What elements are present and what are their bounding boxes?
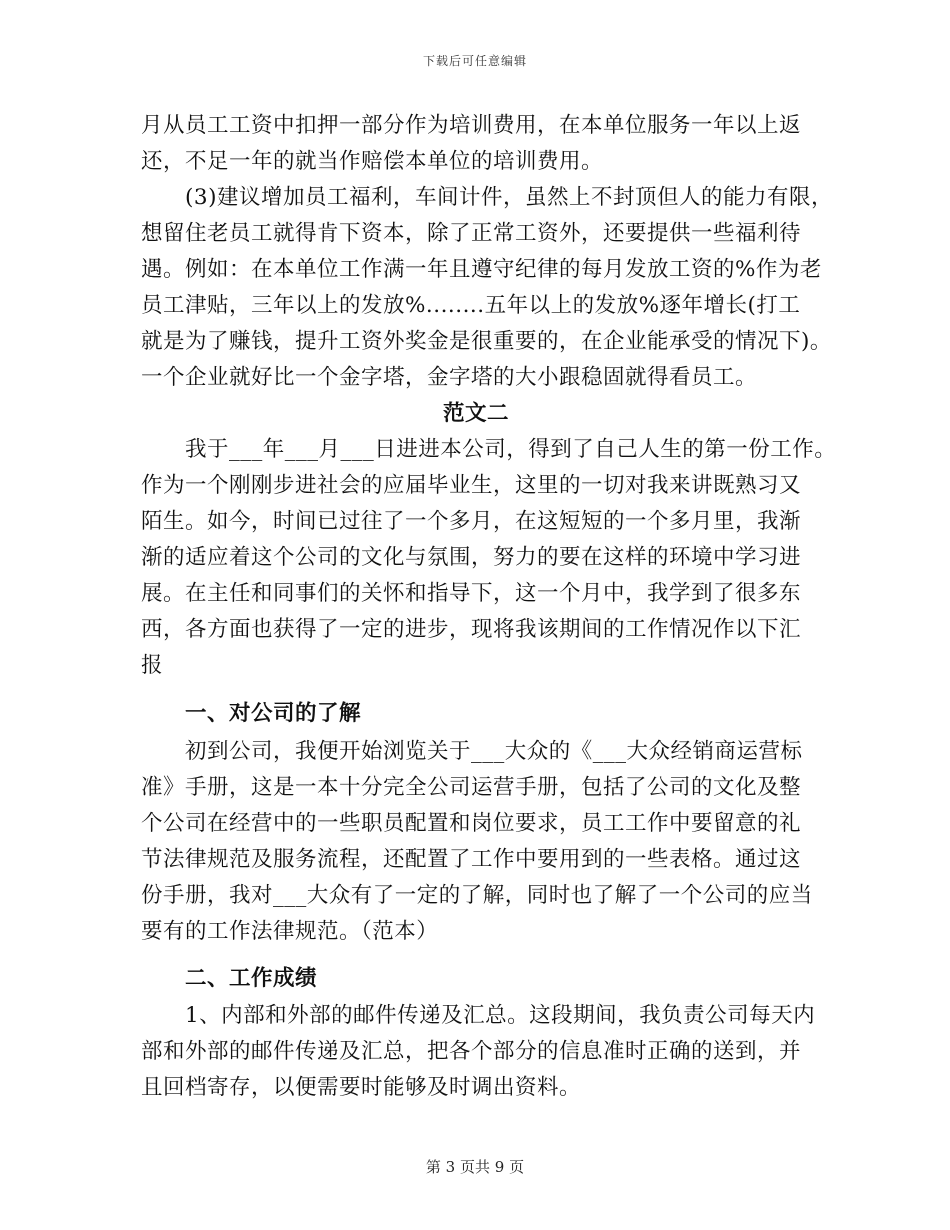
paragraph-line: 一个企业就好比一个金字塔，金字塔的大小跟稳固就得看员工。	[141, 365, 758, 390]
paragraph-line: 份手册，我对___大众有了一定的了解，同时也了解了一个公司的应当	[141, 883, 813, 908]
paragraph-line: 要有的工作法律规范。（范本）	[141, 919, 439, 944]
paragraph-line: 报	[141, 653, 164, 678]
section-heading: 一、对公司的了解	[185, 701, 362, 726]
page-header: 下载后可任意编辑	[422, 54, 527, 68]
paragraph-line: 展。在主任和同事们的关怀和指导下，这一个月中，我学到了很多东	[141, 581, 802, 606]
paragraph-line: 员工津贴，三年以上的发放%........五年以上的发放%逐年增长(打工	[141, 293, 801, 318]
paragraph-line: 我于___年___月___日进进本公司，得到了自己人生的第一份工作。	[185, 437, 837, 462]
paragraph-line: 月从员工工资中扣押一部分作为培训费用，在本单位服务一年以上返	[141, 113, 802, 138]
paragraph-line: 且回档寄存，以便需要时能够及时调出资料。	[141, 1075, 582, 1100]
section-heading: 二、工作成绩	[185, 966, 318, 991]
paragraph-line: 西，各方面也获得了一定的进步，现将我该期间的工作情况作以下汇	[141, 617, 802, 642]
page-footer: 第 3 页共 9 页	[425, 1158, 525, 1176]
paragraph-line: 节法律规范及服务流程，还配置了工作中要用到的一些表格。通过这	[141, 847, 802, 872]
paragraph-line: 部和外部的邮件传递及汇总，把各个部分的信息准时正确的送到，并	[141, 1039, 802, 1064]
paragraph-line: 就是为了赚钱，提升工资外奖金是很重要的，在企业能承受的情况下)。	[141, 329, 832, 354]
paragraph-line: 准》手册，这是一本十分完全公司运营手册，包括了公司的文化及整	[141, 775, 802, 800]
paragraph-line: 个公司在经营中的一些职员配置和岗位要求，员工工作中要留意的礼	[141, 811, 802, 836]
paragraph-line: 渐的适应着这个公司的文化与氛围，努力的要在这样的环境中学习进	[141, 545, 802, 570]
paragraph-line: (3)建议增加员工福利，车间计件，虽然上不封顶但人的能力有限，	[185, 185, 833, 210]
paragraph-line: 初到公司，我便开始浏览关于___大众的《___大众经销商运营标	[185, 739, 803, 764]
paragraph-line: 遇。例如：在本单位工作满一年且遵守纪律的每月发放工资的%作为老	[141, 257, 822, 282]
paragraph-line: 1、内部和外部的邮件传递及汇总。这段期间，我负责公司每天内	[185, 1003, 816, 1028]
paragraph-line: 陌生。如今，时间已过往了一个多月，在这短短的一个多月里，我渐	[141, 509, 802, 534]
section-title: 范文二	[442, 401, 509, 426]
paragraph-line: 想留住老员工就得肯下资本，除了正常工资外，还要提供一些福利待	[141, 221, 802, 246]
paragraph-line: 还，不足一年的就当作赔偿本单位的培训费用。	[141, 149, 604, 174]
document-body	[141, 108, 837, 1106]
paragraph-line: 作为一个刚刚步进社会的应届毕业生，这里的一切对我来讲既熟习又	[141, 473, 802, 498]
